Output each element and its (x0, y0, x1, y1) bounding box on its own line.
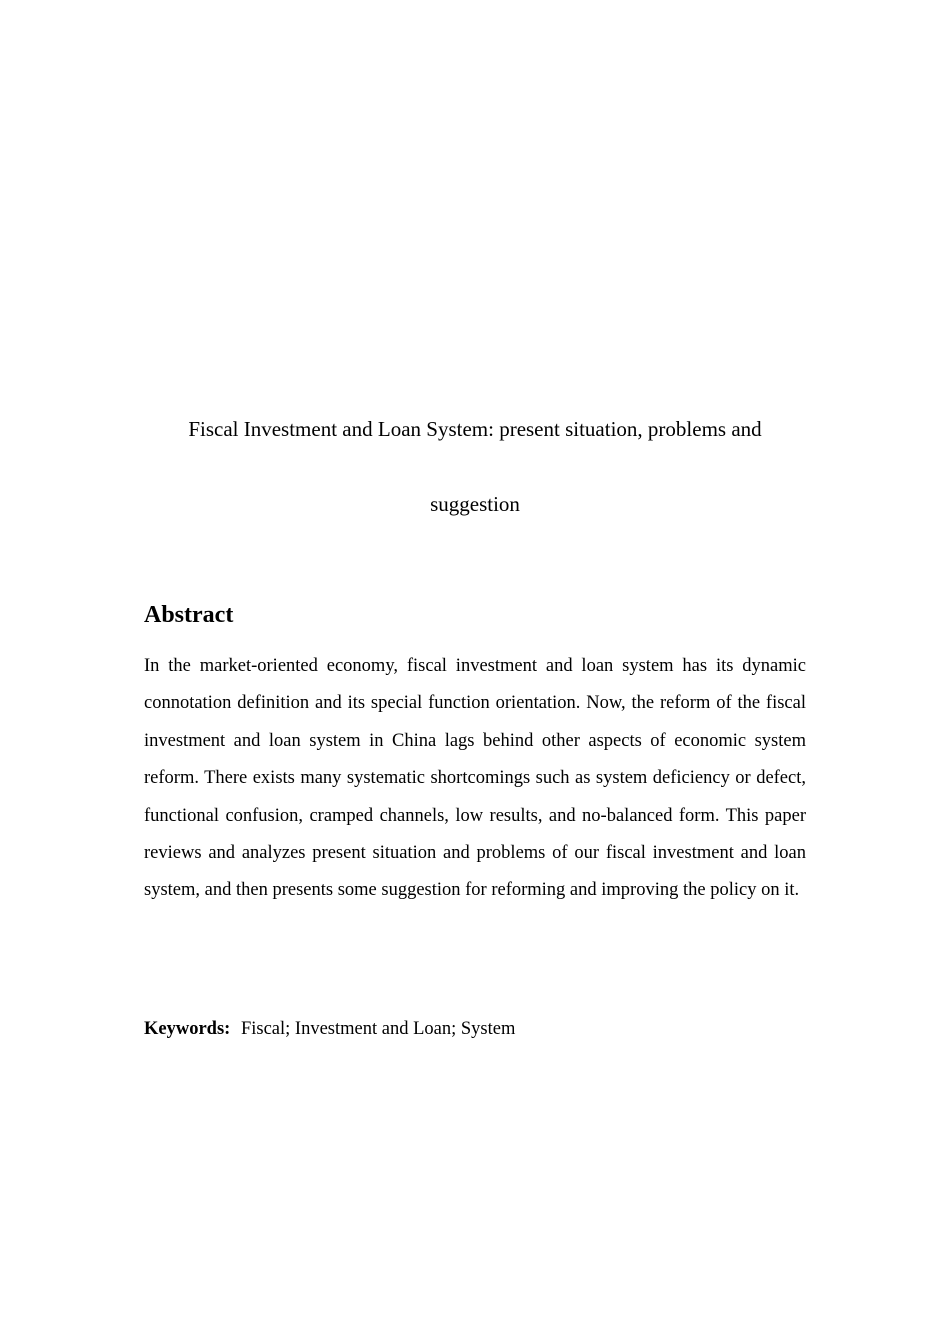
paper-title-line-2: suggestion (430, 492, 520, 516)
keywords-value: Fiscal; Investment and Loan; System (240, 1019, 516, 1039)
paper-title (144, 392, 806, 542)
abstract-body: In the market-oriented economy, fiscal investment and loan system has its dynamic connotation definition and its special function orientation. Now, the reform of the fiscal investment and loan system in China lags behind other aspects of economic system reform. There exists many systematic shortcomings such as system deficiency or defect, functional confusion, cramped channels, low results, and no-balanced form. This paper reviews and analyzes present situation and problems of our fiscal investment and loan system, and then presents some suggestion for reforming and improving the policy on it. (144, 656, 806, 901)
abstract-heading: Abstract (144, 602, 234, 628)
keywords-label: Keywords: (144, 1019, 231, 1039)
keywords-line (144, 1012, 515, 1046)
paper-title-line-1: Fiscal Investment and Loan System: present situation, problems and (188, 417, 762, 441)
